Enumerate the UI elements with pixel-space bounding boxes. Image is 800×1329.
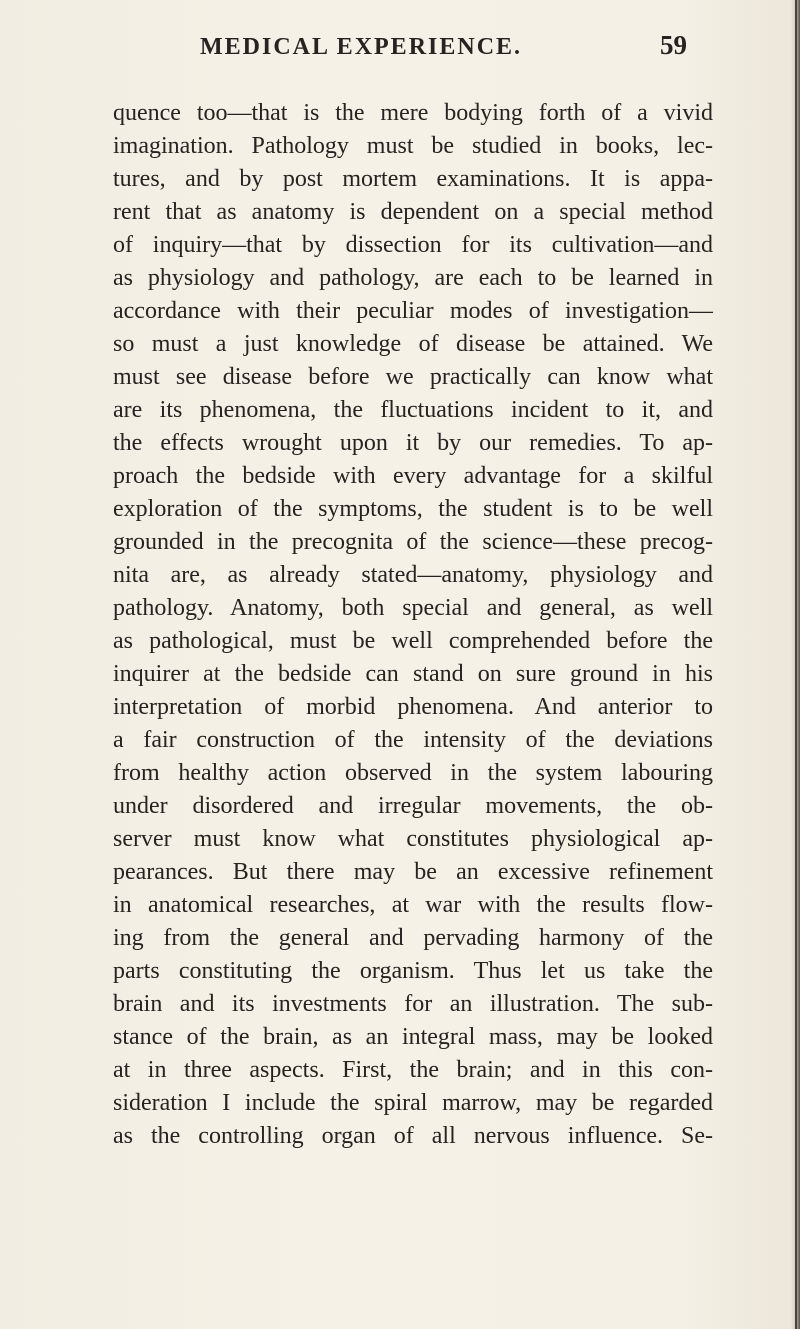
text-line: sideration I include the spiral marrow, may be regarded: [113, 1090, 713, 1116]
text-line: quence too—that is the mere bodying forth of a vivid: [113, 100, 713, 126]
text-line: at in three aspects. First, the brain; and in this con-: [113, 1057, 713, 1083]
text-line: exploration of the symptoms, the student is to be well: [113, 496, 713, 522]
text-line: so must a just knowledge of disease be attained. We: [113, 331, 713, 357]
page-number: 59: [660, 30, 687, 60]
text-line: stance of the brain, as an integral mass, may be looked: [113, 1024, 713, 1050]
text-line: as physiology and pathology, are each to be learned in: [113, 265, 713, 291]
page-header: [200, 30, 720, 74]
text-line: server must know what constitutes physiological ap-: [113, 826, 713, 852]
text-line: brain and its investments for an illustration. The sub-: [113, 991, 713, 1017]
body-text: [113, 97, 713, 1153]
text-line: grounded in the precognita of the science—these precog-: [113, 529, 713, 555]
text-line: inquirer at the bedside can stand on sure ground in his: [113, 661, 713, 687]
text-line: interpretation of morbid phenomena. And anterior to: [113, 694, 713, 720]
text-line: a fair construction of the intensity of the deviations: [113, 727, 713, 753]
running-head: MEDICAL EXPERIENCE.: [200, 34, 523, 60]
text-line: as pathological, must be well comprehended before the: [113, 628, 713, 654]
text-line: nita are, as already stated—anatomy, physiology and: [113, 562, 713, 588]
text-line: the effects wrought upon it by our remedies. To ap-: [113, 430, 713, 456]
text-line: pathology. Anatomy, both special and general, as well: [113, 595, 713, 621]
text-line: pearances. But there may be an excessive refinement: [113, 859, 713, 885]
text-line: must see disease before we practically can know what: [113, 364, 713, 390]
page-binding-edge: [795, 0, 797, 1329]
text-line: as the controlling organ of all nervous influence. Se-: [113, 1123, 713, 1149]
text-line: in anatomical researches, at war with the results flow-: [113, 892, 713, 918]
text-line: accordance with their peculiar modes of investigation—: [113, 298, 713, 324]
text-line: rent that as anatomy is dependent on a special method: [113, 199, 713, 225]
text-line: tures, and by post mortem examinations. It is appa-: [113, 166, 713, 192]
text-line: imagination. Pathology must be studied in books, lec-: [113, 133, 713, 159]
text-line: proach the bedside with every advantage for a skilful: [113, 463, 713, 489]
text-line: parts constituting the organism. Thus let us take the: [113, 958, 713, 984]
text-line: from healthy action observed in the system labouring: [113, 760, 713, 786]
text-line: of inquiry—that by dissection for its cultivation—and: [113, 232, 713, 258]
text-line: ing from the general and pervading harmony of the: [113, 925, 713, 951]
text-line: are its phenomena, the fluctuations incident to it, and: [113, 397, 713, 423]
text-line: under disordered and irregular movements, the ob-: [113, 793, 713, 819]
